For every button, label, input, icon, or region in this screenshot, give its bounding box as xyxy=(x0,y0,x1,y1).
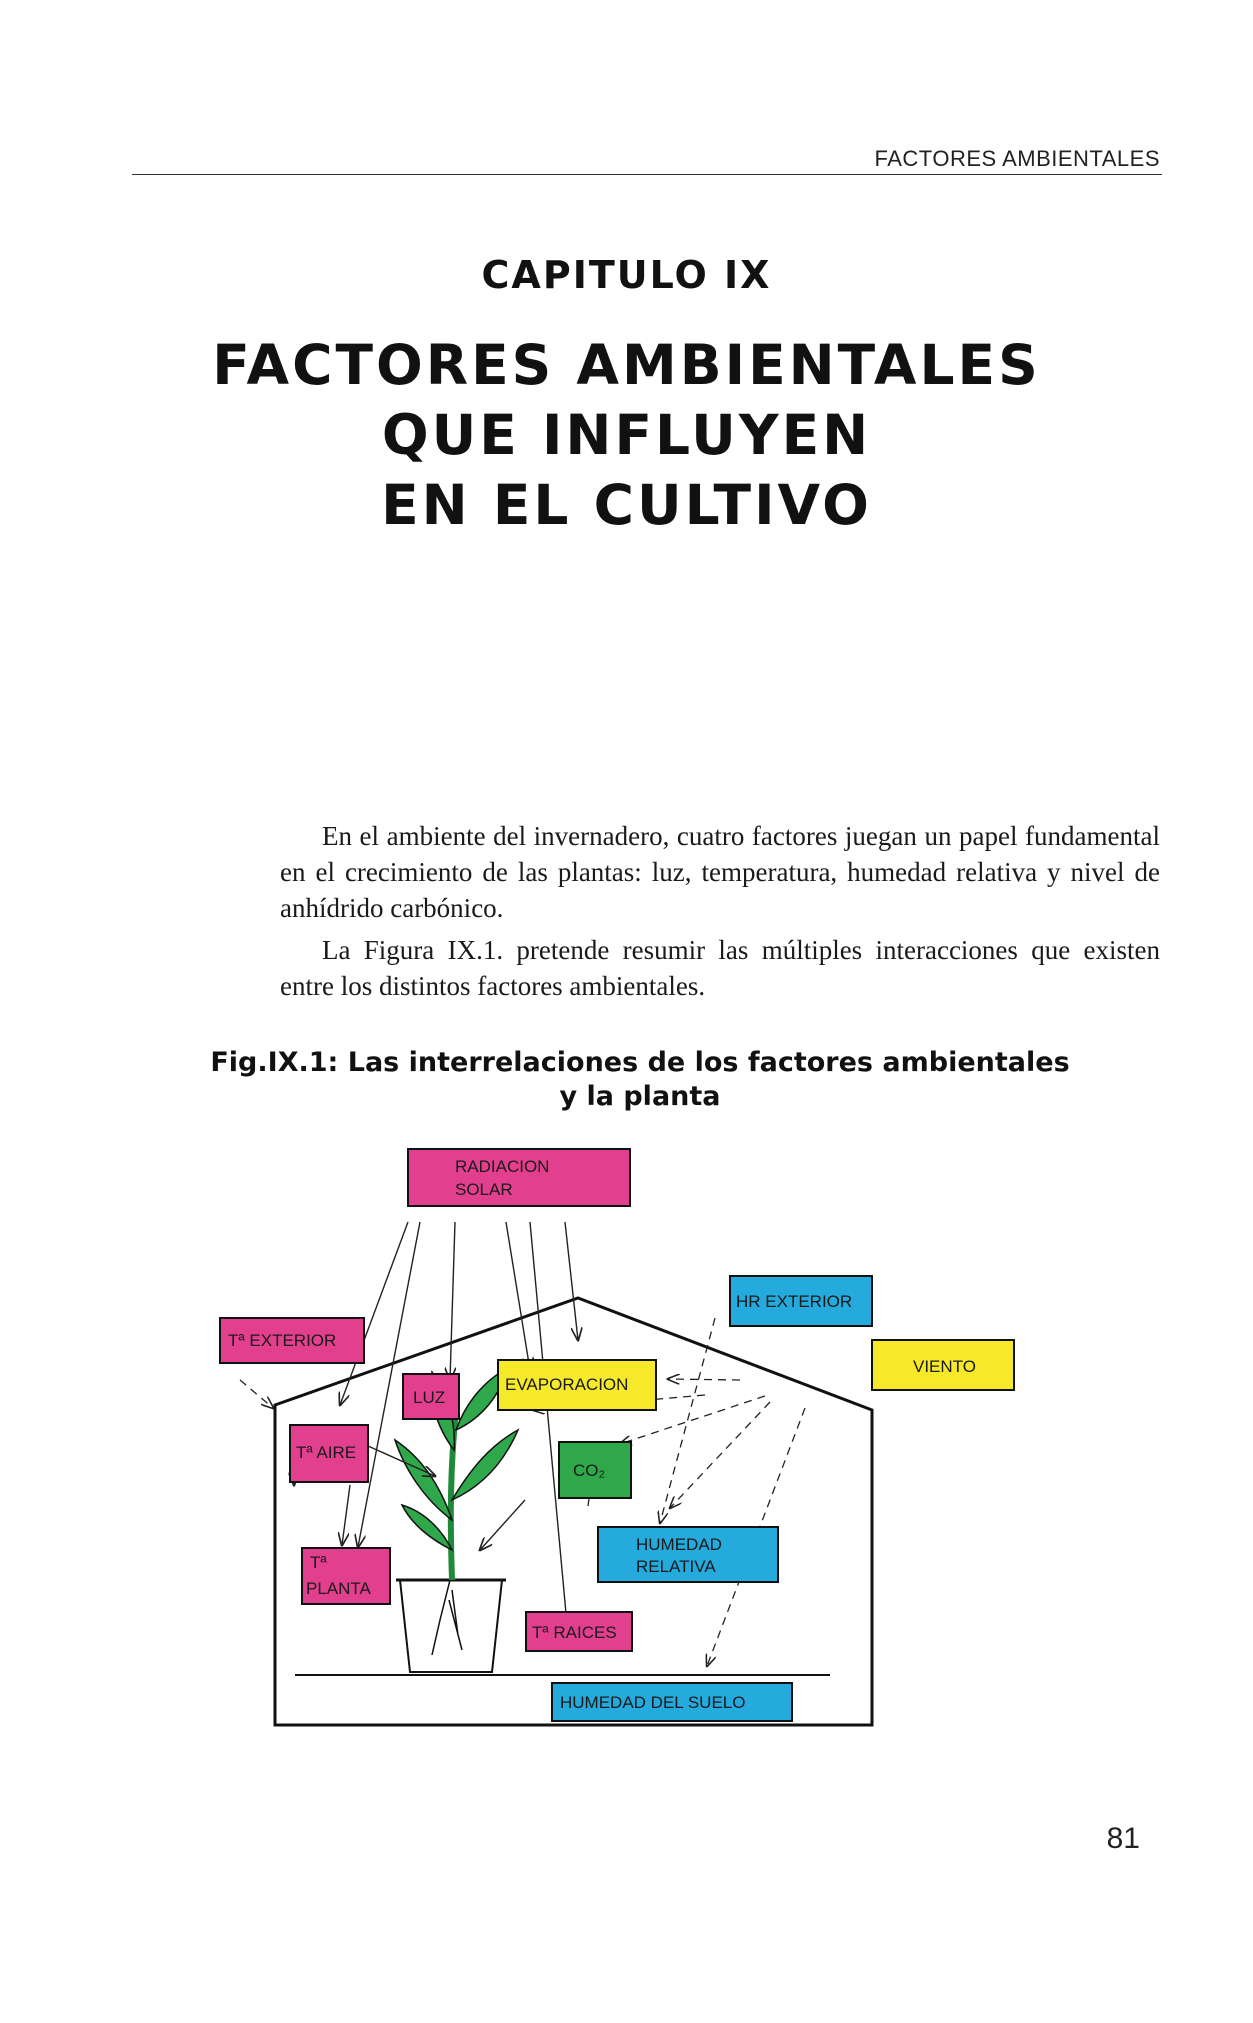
paragraph: En el ambiente del invernadero, cuatro factores juegan un papel fundamental en el crecimiento de las plantas: luz, temperatura, humedad relativa y nivel de anhídrido carbónico. xyxy=(280,821,1160,923)
chapter-label: CAPITULO IX xyxy=(481,253,772,297)
body-text xyxy=(280,818,1160,1010)
evaporacion-label: EVAPORACION xyxy=(505,1375,629,1394)
radiacion-solar-box xyxy=(408,1149,630,1206)
chapter-title-line: EN EL CULTIVO xyxy=(381,473,872,537)
humedad-relativa-label: HUMEDAD xyxy=(636,1535,722,1554)
hr-exterior-label: HR EXTERIOR xyxy=(736,1292,853,1311)
header-rule xyxy=(132,174,1162,175)
t-aire-box xyxy=(290,1425,368,1482)
luz-label: LUZ xyxy=(413,1388,446,1407)
evaporacion-box xyxy=(498,1360,656,1410)
running-header: FACTORES AMBIENTALES xyxy=(874,146,1160,171)
chapter-title xyxy=(0,330,1253,540)
t-planta-label: Tª xyxy=(310,1553,327,1572)
paragraph: La Figura IX.1. pretende resumir las múltiples interacciones que existen entre los distintos factores ambientales. xyxy=(280,935,1160,1001)
figure-caption-line: y la planta xyxy=(559,1081,721,1112)
t-exterior-label: Tª EXTERIOR xyxy=(228,1331,337,1350)
t-planta-box xyxy=(302,1548,390,1604)
humedad-suelo-box xyxy=(552,1683,792,1721)
viento-label: VIENTO xyxy=(913,1357,976,1376)
t-raices-label: Tª RAICES xyxy=(532,1623,617,1642)
radiacion-solar-label: RADIACION xyxy=(455,1157,550,1176)
t-exterior-box xyxy=(220,1318,364,1363)
chapter-title-line: QUE INFLUYEN xyxy=(381,403,872,467)
t-planta-label: PLANTA xyxy=(306,1579,371,1598)
viento-box xyxy=(872,1340,1014,1390)
co2-box xyxy=(559,1442,631,1498)
environment-diagram xyxy=(200,1140,1080,1740)
humedad-suelo-label: HUMEDAD DEL SUELO xyxy=(560,1693,746,1712)
luz-box xyxy=(403,1374,459,1419)
co2-label: CO₂ xyxy=(573,1461,606,1480)
t-raices-box xyxy=(526,1612,632,1651)
chapter-title-line: FACTORES AMBIENTALES xyxy=(212,333,1041,397)
hr-exterior-box xyxy=(730,1276,872,1326)
figure-caption xyxy=(150,1046,1130,1114)
plant-pot xyxy=(400,1580,502,1672)
figure-caption-line: Fig.IX.1: Las interrelaciones de los factores ambientales xyxy=(210,1047,1070,1078)
humedad-relativa-label: RELATIVA xyxy=(636,1557,716,1576)
t-aire-label: Tª AIRE xyxy=(296,1443,357,1462)
humedad-relativa-box xyxy=(598,1527,778,1582)
radiacion-solar-label: SOLAR xyxy=(455,1180,513,1199)
page-number: 81 xyxy=(1106,1822,1140,1855)
